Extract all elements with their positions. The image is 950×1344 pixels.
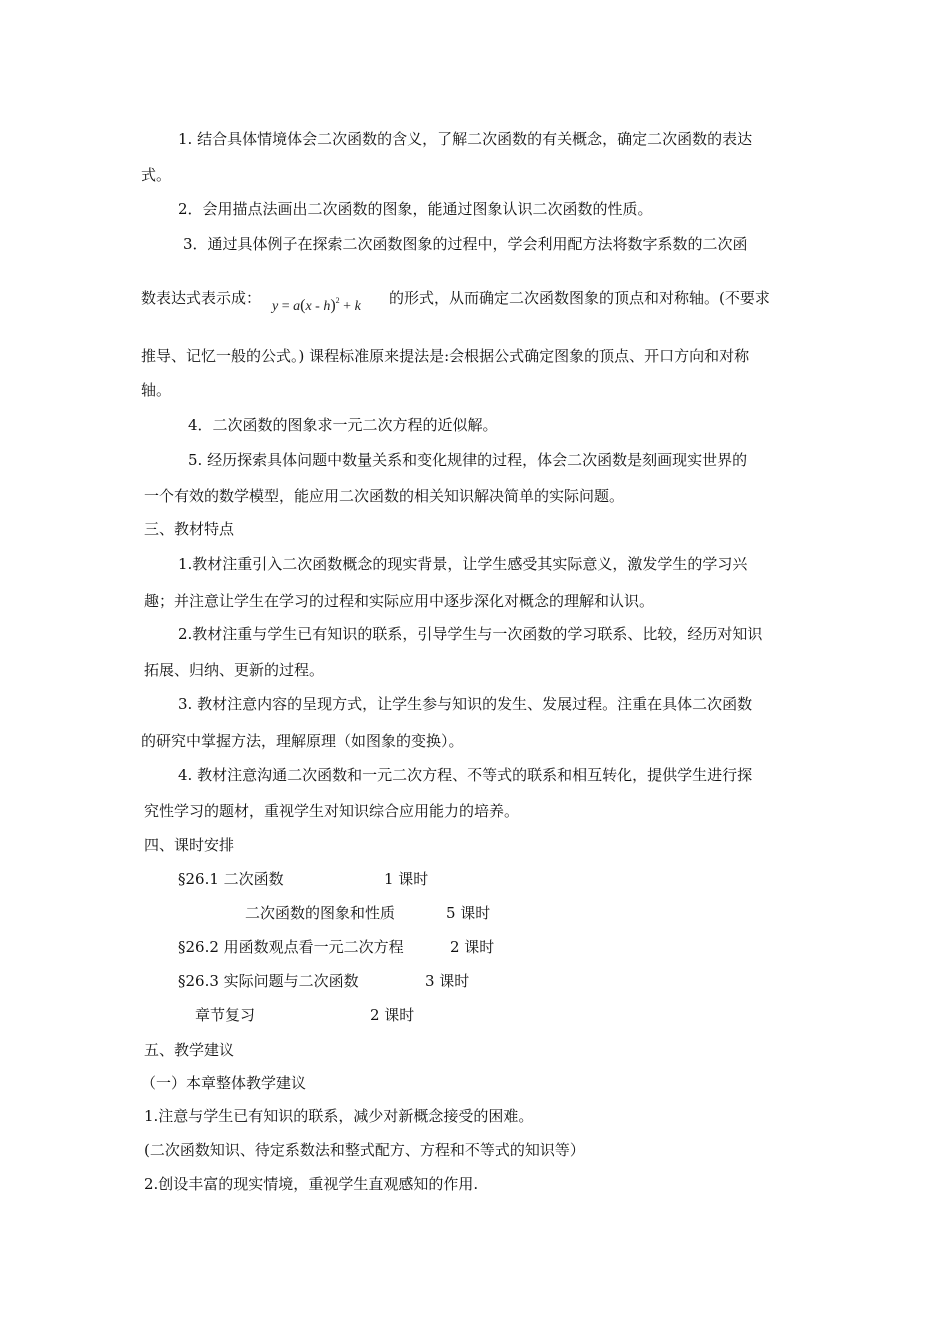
formula-y: y xyxy=(272,299,279,314)
formula-close-paren: ) xyxy=(330,297,336,314)
section-3-point-4-line-2: 究性学习的题材，重视学生对知识综合应用能力的培养。 xyxy=(144,802,520,820)
objective-3-line-3: 推导、记忆一般的公式。) 课程标准原来提法是:会根据公式确定图象的顶点、开口方向和对称 xyxy=(141,347,750,365)
schedule-row-2-hours: 5 课时 xyxy=(446,904,491,922)
section-4-heading: 四、课时安排 xyxy=(144,836,235,854)
objective-5-line-2: 一个有效的数学模型，能应用二次函数的相关知识解决简单的实际问题。 xyxy=(144,487,625,505)
section-3-point-1-line-1: 1.教材注重引入二次函数概念的现实背景，让学生感受其实际意义，激发学生的学习兴 xyxy=(178,555,748,573)
formula-h: h xyxy=(323,299,331,314)
objective-1-line-1: 1. 结合具体情境体会二次函数的含义，了解二次函数的有关概念，确定二次函数的表达 xyxy=(178,130,753,148)
formula-k: k xyxy=(354,299,361,314)
suggestion-1: 1.注意与学生已有知识的联系，减少对新概念接受的困难。 xyxy=(144,1107,534,1125)
schedule-row-4-name: §26.3 实际问题与二次函数 xyxy=(178,972,359,990)
schedule-row-1-name: §26.1 二次函数 xyxy=(178,870,284,888)
schedule-row-5-hours: 2 课时 xyxy=(370,1006,415,1024)
section-3-point-1-line-2: 趣；并注意让学生在学习的过程和实际应用中逐步深化对概念的理解和认识。 xyxy=(144,592,655,610)
formula-exponent: 2 xyxy=(335,296,340,305)
schedule-row-5-name: 章节复习 xyxy=(195,1006,256,1024)
schedule-row-3-name: §26.2 用函数观点看一元二次方程 xyxy=(178,938,404,956)
objective-5-line-1: 5. 经历探索具体问题中数量关系和变化规律的过程，体会二次函数是刻画现实世界的 xyxy=(188,451,748,469)
section-3-point-2-line-2: 拓展、归纳、更新的过程。 xyxy=(144,661,325,679)
section-3-point-4-line-1: 4. 教材注意沟通二次函数和一元二次方程、不等式的联系和相互转化，提供学生进行探 xyxy=(178,766,753,784)
formula-minus: - xyxy=(311,299,324,314)
section-3-heading: 三、教材特点 xyxy=(144,520,235,538)
schedule-row-1-hours: 1 课时 xyxy=(384,870,429,888)
section-5-heading: 五、教学建议 xyxy=(144,1041,235,1059)
formula-x: x xyxy=(305,299,312,314)
objective-3-line-4: 轴。 xyxy=(141,381,172,399)
objective-3-line-1: 3．通过具体例子在探索二次函数图象的过程中，学会利用配方法将数字系数的二次函 xyxy=(183,235,748,253)
objective-4: 4．二次函数的图象求一元二次方程的近似解。 xyxy=(188,416,498,434)
formula-plus: + xyxy=(339,299,355,314)
objective-3-line-2-suffix: 的形式，从而确定二次函数图象的顶点和对称轴。(不要求 xyxy=(389,289,770,307)
objective-2: 2．会用描点法画出二次函数的图象，能通过图象认识二次函数的性质。 xyxy=(178,200,653,218)
objective-1-line-2: 式。 xyxy=(141,166,172,184)
formula-equals: = xyxy=(278,299,294,314)
section-5-subheading: （一）本章整体教学建议 xyxy=(141,1074,307,1092)
schedule-row-4-hours: 3 课时 xyxy=(425,972,470,990)
section-3-point-3-line-1: 3. 教材注意内容的呈现方式，让学生参与知识的发生、发展过程。注重在具体二次函数 xyxy=(178,695,753,713)
section-3-point-2-line-1: 2.教材注重与学生已有知识的联系，引导学生与一次函数的学习联系、比较，经历对知识 xyxy=(178,625,763,643)
formula-open-paren: ( xyxy=(300,297,306,314)
objective-3-line-2-prefix: 数表达式表示成： xyxy=(141,289,262,307)
suggestion-1-note: (二次函数知识、待定系数法和整式配方、方程和不等式的知识等） xyxy=(144,1141,585,1159)
schedule-row-2-name: 二次函数的图象和性质 xyxy=(245,904,396,922)
section-3-point-3-line-2: 的研究中掌握方法，理解原理（如图象的变换）。 xyxy=(141,732,464,750)
formula-a: a xyxy=(293,299,301,314)
suggestion-2: 2.创设丰富的现实情境，重视学生直观感知的作用. xyxy=(144,1175,479,1193)
vertex-form-formula xyxy=(272,292,361,316)
schedule-row-3-hours: 2 课时 xyxy=(450,938,495,956)
